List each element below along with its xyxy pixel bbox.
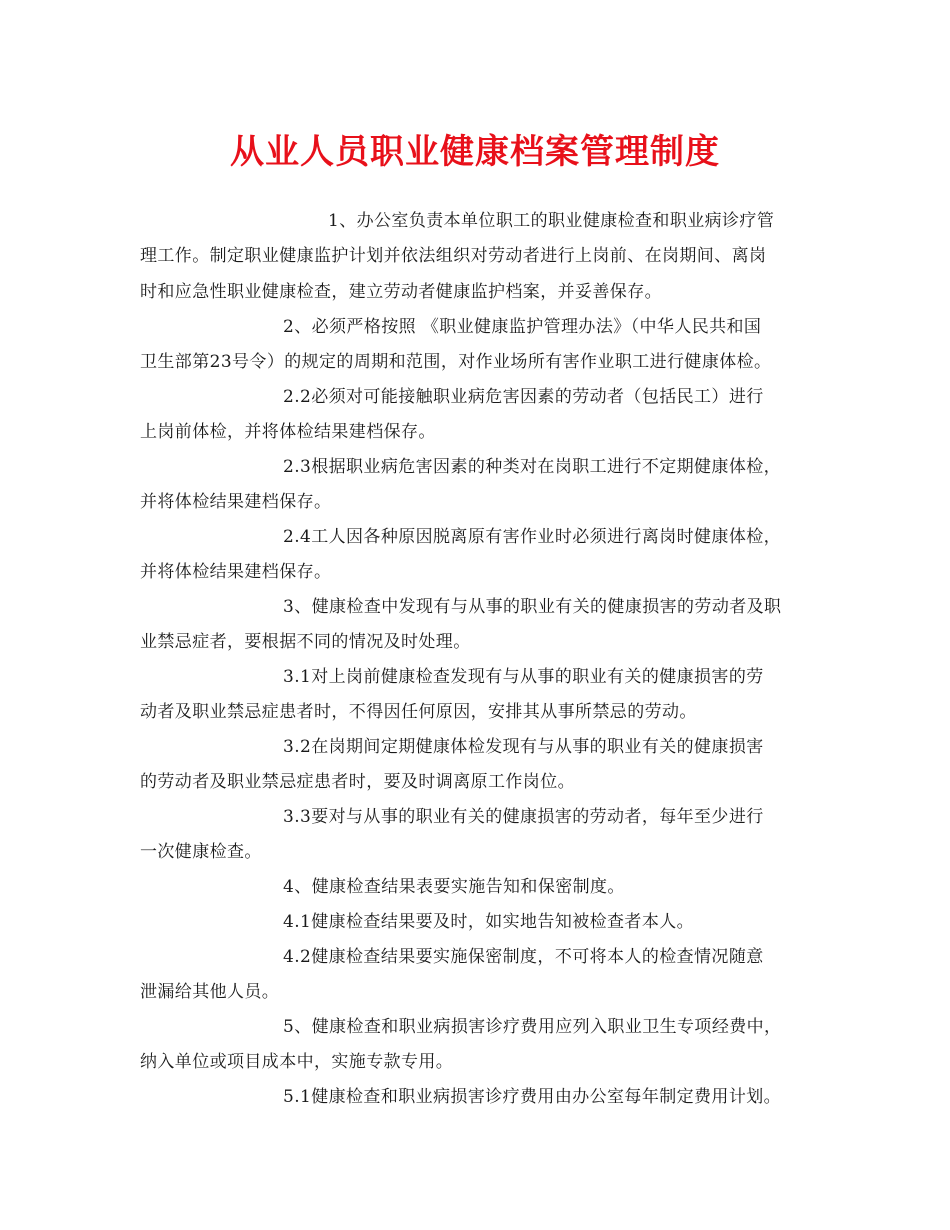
paragraph-line: 5、健康检查和职业病损害诊疗费用应列入职业卫生专项经费中， bbox=[283, 1017, 782, 1037]
paragraph-line: 时和应急性职业健康检查，建立劳动者健康监护档案，并妥善保存。 bbox=[140, 282, 662, 302]
paragraph-line: 业禁忌症者，要根据不同的情况及时处理。 bbox=[140, 632, 471, 652]
paragraph-line: 4.1健康检查结果要及时，如实地告知被检查者本人。 bbox=[283, 912, 695, 932]
paragraph-line: 的劳动者及职业禁忌症患者时，要及时调离原工作岗位。 bbox=[140, 772, 575, 792]
paragraph-line: 卫生部第23号令）的规定的周期和范围，对作业场所有害作业职工进行健康体检。 bbox=[140, 352, 772, 372]
paragraph-line: 2、必须严格按照 《职业健康监护管理办法》（中华人民共和国 bbox=[283, 317, 762, 337]
paragraph-line: 动者及职业禁忌症患者时，不得因任何原因，安排其从事所禁忌的劳动。 bbox=[140, 702, 697, 722]
paragraph-line: 理工作。制定职业健康监护计划并依法组织对劳动者进行上岗前、在岗期间、离岗 bbox=[140, 246, 767, 266]
paragraph-line: 上岗前体检，并将体检结果建档保存。 bbox=[140, 422, 436, 442]
paragraph-line: 2.3根据职业病危害因素的种类对在岗职工进行不定期健康体检， bbox=[283, 457, 782, 477]
paragraph-line: 3.2在岗期间定期健康体检发现有与从事的职业有关的健康损害 bbox=[283, 737, 764, 757]
paragraph-line: 纳入单位或项目成本中，实施专款专用。 bbox=[140, 1052, 454, 1072]
paragraph-line: 并将体检结果建档保存。 bbox=[140, 492, 332, 512]
paragraph-line: 并将体检结果建档保存。 bbox=[140, 562, 332, 582]
paragraph-line: 5.1健康检查和职业病损害诊疗费用由办公室每年制定费用计划。 bbox=[283, 1087, 782, 1107]
paragraph-line: 一次健康检查。 bbox=[140, 842, 262, 862]
paragraph-line: 3.1对上岗前健康检查发现有与从事的职业有关的健康损害的劳 bbox=[283, 667, 764, 687]
paragraph-line: 1、办公室负责本单位职工的职业健康检查和职业病诊疗管 bbox=[328, 211, 775, 231]
paragraph-line: 2.2必须对可能接触职业病危害因素的劳动者（包括民工）进行 bbox=[283, 387, 764, 407]
paragraph-line: 2.4工人因各种原因脱离原有害作业时必须进行离岗时健康体检， bbox=[283, 527, 782, 547]
paragraph-line: 4.2健康检查结果要实施保密制度，不可将本人的检查情况随意 bbox=[283, 947, 764, 967]
paragraph-line: 3.3要对与从事的职业有关的健康损害的劳动者，每年至少进行 bbox=[283, 807, 764, 827]
paragraph-line: 泄漏给其他人员。 bbox=[140, 982, 280, 1002]
paragraph-line: 4、健康检查结果表要实施告知和保密制度。 bbox=[283, 877, 625, 897]
paragraph-line: 3、健康检查中发现有与从事的职业有关的健康损害的劳动者及职 bbox=[283, 597, 782, 617]
document-title: 从业人员职业健康档案管理制度 bbox=[230, 132, 720, 172]
